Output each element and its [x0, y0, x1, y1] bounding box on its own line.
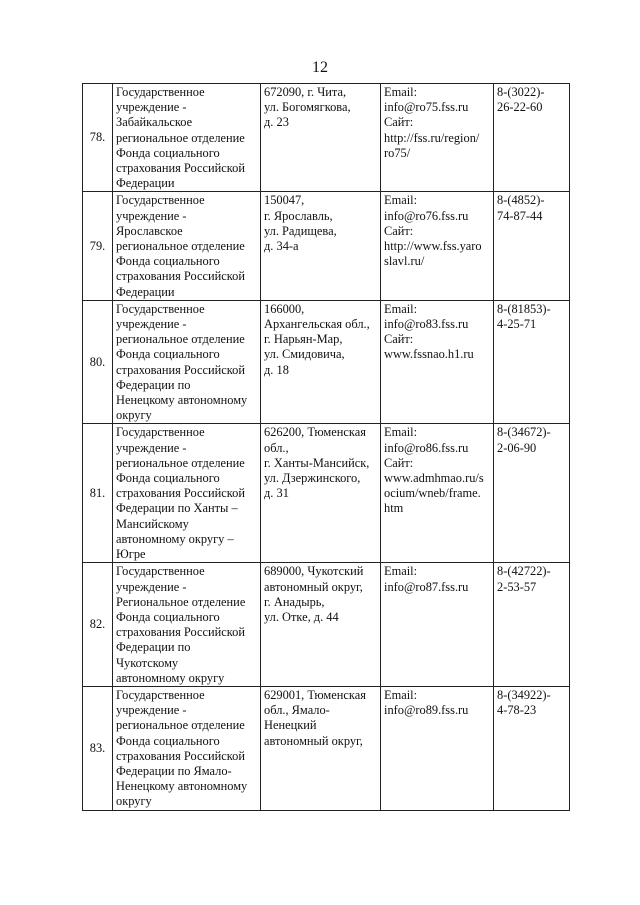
organization-name: Государственное учреждение - региональное отделение Фонда социального страхования Российской Федерации по Ямало- Ненецкому автономному округу	[113, 686, 261, 810]
table-row	[83, 424, 570, 563]
row-number: 82.	[83, 563, 113, 687]
regional-offices-table	[82, 83, 570, 811]
postal-address: 629001, Тюменская обл., Ямало- Ненецкий автономный округ,	[261, 686, 381, 810]
row-number: 81.	[83, 424, 113, 563]
email-and-website: Email: info@ro89.fss.ru	[381, 686, 494, 810]
organization-name: Государственное учреждение - Ярославское региональное отделение Фонда социального страхования Российской Федерации	[113, 192, 261, 300]
page-number: 12	[312, 59, 328, 76]
postal-address: 626200, Тюменская обл., г. Ханты-Мансийск, ул. Дзержинского, д. 31	[261, 424, 381, 563]
row-number: 78.	[83, 84, 113, 192]
row-number: 80.	[83, 300, 113, 424]
postal-address: 672090, г. Чита, ул. Богомягкова, д. 23	[261, 84, 381, 192]
row-number: 83.	[83, 686, 113, 810]
email-and-website: Email: info@ro75.fss.ru Сайт: http://fss.ru/region/ ro75/	[381, 84, 494, 192]
table-row	[83, 84, 570, 192]
phone-number: 8-(3022)- 26-22-60	[494, 84, 570, 192]
organization-name: Государственное учреждение - Региональное отделение Фонда социального страхования Российской Федерации по Чукотскому автономному округу	[113, 563, 261, 687]
organization-name: Государственное учреждение - региональное отделение Фонда социального страхования Российской Федерации по Ханты – Мансийскому автономному округу – Югре	[113, 424, 261, 563]
table-row	[83, 686, 570, 810]
organization-name: Государственное учреждение - Забайкальское региональное отделение Фонда социального страхования Российской Федерации	[113, 84, 261, 192]
postal-address: 150047, г. Ярославль, ул. Радищева, д. 34-а	[261, 192, 381, 300]
postal-address: 689000, Чукотский автономный округ, г. Анадырь, ул. Отке, д. 44	[261, 563, 381, 687]
phone-number: 8-(81853)- 4-25-71	[494, 300, 570, 424]
email-and-website: Email: info@ro76.fss.ru Сайт: http://www.fss.yaro slavl.ru/	[381, 192, 494, 300]
table-row	[83, 192, 570, 300]
postal-address: 166000, Архангельская обл., г. Нарьян-Мар, ул. Смидовича, д. 18	[261, 300, 381, 424]
phone-number: 8-(34672)- 2-06-90	[494, 424, 570, 563]
table-row	[83, 563, 570, 687]
organization-name: Государственное учреждение - региональное отделение Фонда социального страхования Российской Федерации по Ненецкому автономному округу	[113, 300, 261, 424]
email-and-website: Email: info@ro86.fss.ru Сайт: www.admhmao.ru/s ocium/wneb/frame. htm	[381, 424, 494, 563]
phone-number: 8-(34922)- 4-78-23	[494, 686, 570, 810]
row-number: 79.	[83, 192, 113, 300]
email-and-website: Email: info@ro83.fss.ru Сайт: www.fssnao.h1.ru	[381, 300, 494, 424]
phone-number: 8-(42722)- 2-53-57	[494, 563, 570, 687]
table-row	[83, 300, 570, 424]
phone-number: 8-(4852)- 74-87-44	[494, 192, 570, 300]
email-and-website: Email: info@ro87.fss.ru	[381, 563, 494, 687]
